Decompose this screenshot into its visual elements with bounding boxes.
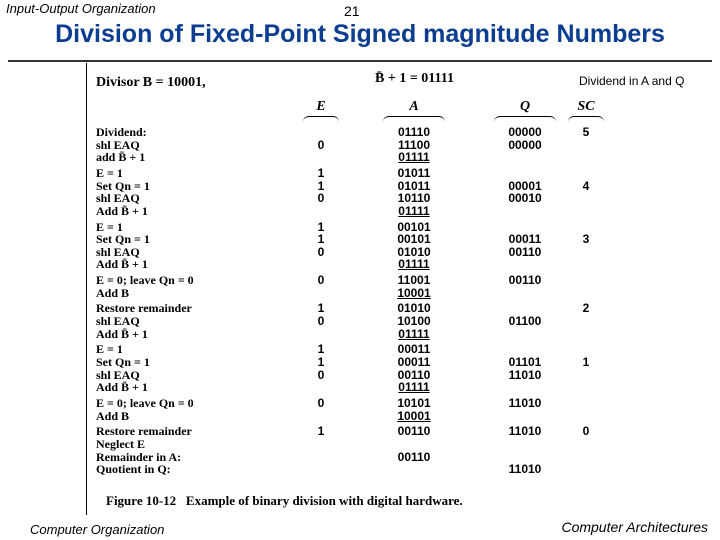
- q-value: 11010: [508, 396, 542, 410]
- steps-column: [96, 126, 194, 476]
- e-value: [303, 438, 339, 451]
- e-value: 0: [317, 367, 325, 382]
- step-label: Restore remainder: [96, 301, 192, 316]
- title-rule: [8, 60, 712, 62]
- step-label: Add B̄ + 1: [96, 326, 148, 341]
- sc-value: [568, 410, 604, 423]
- sc-value: 1: [582, 355, 590, 370]
- e-value: 0: [317, 273, 325, 288]
- sc-value: [568, 151, 604, 164]
- step-label: shl EAQ: [96, 244, 140, 259]
- a-value: 11100: [397, 137, 431, 152]
- column-header-sc-label: SC: [577, 99, 595, 114]
- q-value: 00001: [508, 178, 542, 193]
- e-value: 1: [317, 165, 325, 180]
- e-value: 0: [317, 244, 325, 259]
- sc-value: [568, 139, 604, 152]
- q-value: [494, 328, 556, 341]
- e-value: [303, 126, 339, 139]
- a-value: [383, 438, 445, 451]
- sc-value: [568, 167, 604, 180]
- a-value: 01110: [397, 125, 431, 139]
- step-label: E = 1: [96, 165, 123, 180]
- a-value: 01111: [398, 380, 430, 395]
- figure-caption: Figure 10-12 Example of binary division with digital hardware.: [106, 493, 463, 508]
- a-value: 11001: [397, 273, 431, 288]
- q-value: [494, 438, 556, 451]
- step-label: Add B̄ + 1: [96, 203, 148, 218]
- step-label: Add B̄ + 1: [96, 257, 148, 272]
- step-label: E = 1: [96, 342, 123, 357]
- q-value: [494, 205, 556, 218]
- e-value: [303, 287, 339, 300]
- step-label: Set Qn = 1: [96, 355, 150, 370]
- q-value: 00110: [508, 273, 542, 288]
- sc-value: 2: [582, 301, 590, 316]
- q-value: [494, 151, 556, 164]
- a-value: 10001: [397, 408, 431, 423]
- step-label: Set Qn = 1: [96, 178, 150, 193]
- step-label: Add B: [96, 285, 130, 300]
- footer-right: Computer Architectures: [561, 519, 708, 535]
- e-value: 1: [317, 219, 325, 234]
- step-label: shl EAQ: [96, 137, 140, 152]
- a-value: 01111: [398, 150, 430, 165]
- q-value: [494, 287, 556, 300]
- step-label: Add B: [96, 408, 130, 423]
- column-header-e: [303, 99, 339, 123]
- header-left: Input-Output Organization: [6, 1, 156, 16]
- q-value: 01100: [508, 314, 542, 329]
- q-value: 11010: [508, 462, 542, 477]
- e-value: 1: [317, 355, 325, 370]
- sc-value: [568, 274, 604, 287]
- footer-left: Computer Organization: [30, 522, 165, 537]
- a-value: 00101: [397, 232, 431, 247]
- step-label: Neglect E: [96, 436, 145, 451]
- step-label: Dividend:: [96, 125, 147, 139]
- sc-value: [568, 397, 604, 410]
- sc-value: [568, 205, 604, 218]
- e-value: [303, 451, 339, 464]
- step-label: E = 0; leave Qn = 0: [96, 396, 194, 410]
- q-value: 00000: [508, 125, 542, 139]
- sc-value: [568, 438, 604, 451]
- step-label: add B̄ + 1: [96, 150, 146, 165]
- a-value: 00011: [397, 355, 431, 370]
- sc-column: [568, 126, 604, 476]
- e-value: [303, 258, 339, 271]
- q-value: [494, 258, 556, 271]
- a-value: 01111: [398, 326, 430, 341]
- sc-value: [568, 246, 604, 259]
- e-value: 1: [317, 342, 325, 357]
- sc-value: [568, 328, 604, 341]
- a-value: 00110: [397, 367, 431, 382]
- step-label: E = 1: [96, 219, 123, 234]
- a-value: 10001: [397, 285, 431, 300]
- a-value: [383, 463, 445, 476]
- step-label: Set Qn = 1: [96, 232, 150, 247]
- step-label: Add B̄ + 1: [96, 380, 148, 395]
- sc-value: [568, 451, 604, 464]
- step-label: Restore remainder: [96, 424, 192, 439]
- e-value: 1: [317, 424, 325, 439]
- e-value: 1: [317, 301, 325, 316]
- divisor-label: Divisor B = 10001,: [96, 75, 206, 90]
- column-header-q-label: Q: [519, 99, 531, 114]
- a-value: 01010: [397, 301, 431, 316]
- sc-value: [568, 258, 604, 271]
- a-value: 00110: [397, 449, 431, 464]
- note-text: Dividend in A and Q: [579, 74, 685, 88]
- a-value: 01011: [397, 165, 431, 180]
- e-value: [303, 205, 339, 218]
- column-header-q: [494, 99, 556, 123]
- step-label: shl EAQ: [96, 191, 140, 206]
- a-column: [383, 126, 445, 476]
- column-header-a-label: A: [409, 99, 419, 114]
- step-label: shl EAQ: [96, 314, 140, 329]
- q-value: 11010: [508, 424, 542, 439]
- e-value: 1: [317, 178, 325, 193]
- e-value: [303, 328, 339, 341]
- sc-value: [568, 192, 604, 205]
- b-complement-label: B̄ + 1 = 01111: [375, 71, 454, 86]
- sc-value: [568, 381, 604, 394]
- a-value: 00101: [397, 219, 431, 234]
- e-value: [303, 151, 339, 164]
- sc-value: 3: [582, 232, 590, 247]
- sc-value: [568, 369, 604, 382]
- sc-value: 0: [582, 424, 590, 439]
- e-value: [303, 381, 339, 394]
- a-value: 10100: [397, 314, 431, 329]
- a-value: 01111: [398, 257, 430, 272]
- q-value: 00010: [508, 191, 542, 206]
- column-header-a: [383, 99, 445, 123]
- q-value: [494, 410, 556, 423]
- q-value: 00000: [508, 137, 542, 152]
- q-value: 01101: [508, 355, 542, 370]
- e-value: 0: [317, 137, 325, 152]
- e-value: 0: [317, 191, 325, 206]
- e-value: 0: [317, 396, 325, 410]
- a-value: 10101: [397, 396, 431, 410]
- a-value: 01010: [397, 244, 431, 259]
- q-value: 00110: [508, 244, 542, 259]
- page-number: 21: [344, 3, 360, 19]
- step-label: Quotient in Q:: [96, 462, 171, 477]
- sc-value: 5: [582, 125, 590, 139]
- step-label: Remainder in A:: [96, 449, 182, 464]
- slide-title: Division of Fixed-Point Signed magnitude Numbers: [55, 20, 665, 48]
- e-value: [303, 410, 339, 423]
- e-value: [303, 463, 339, 476]
- q-value: [494, 167, 556, 180]
- q-value: 11010: [508, 367, 542, 382]
- column-header-e-label: E: [316, 99, 326, 114]
- sc-value: 4: [582, 178, 590, 193]
- a-value: 01011: [397, 178, 431, 193]
- a-value: 01111: [398, 203, 430, 218]
- column-header-sc: [568, 99, 604, 123]
- q-value: 00011: [508, 232, 542, 247]
- sc-value: [568, 315, 604, 328]
- step-label: E = 0; leave Qn = 0: [96, 273, 194, 288]
- e-value: 1: [317, 232, 325, 247]
- e-column: [303, 126, 339, 476]
- q-column: [494, 126, 556, 476]
- sc-value: [568, 287, 604, 300]
- a-value: 00110: [397, 424, 431, 439]
- step-label: shl EAQ: [96, 367, 140, 382]
- sc-value: [568, 463, 604, 476]
- q-value: [494, 381, 556, 394]
- a-value: 00011: [397, 342, 431, 357]
- e-value: 0: [317, 314, 325, 329]
- a-value: 10110: [397, 191, 431, 206]
